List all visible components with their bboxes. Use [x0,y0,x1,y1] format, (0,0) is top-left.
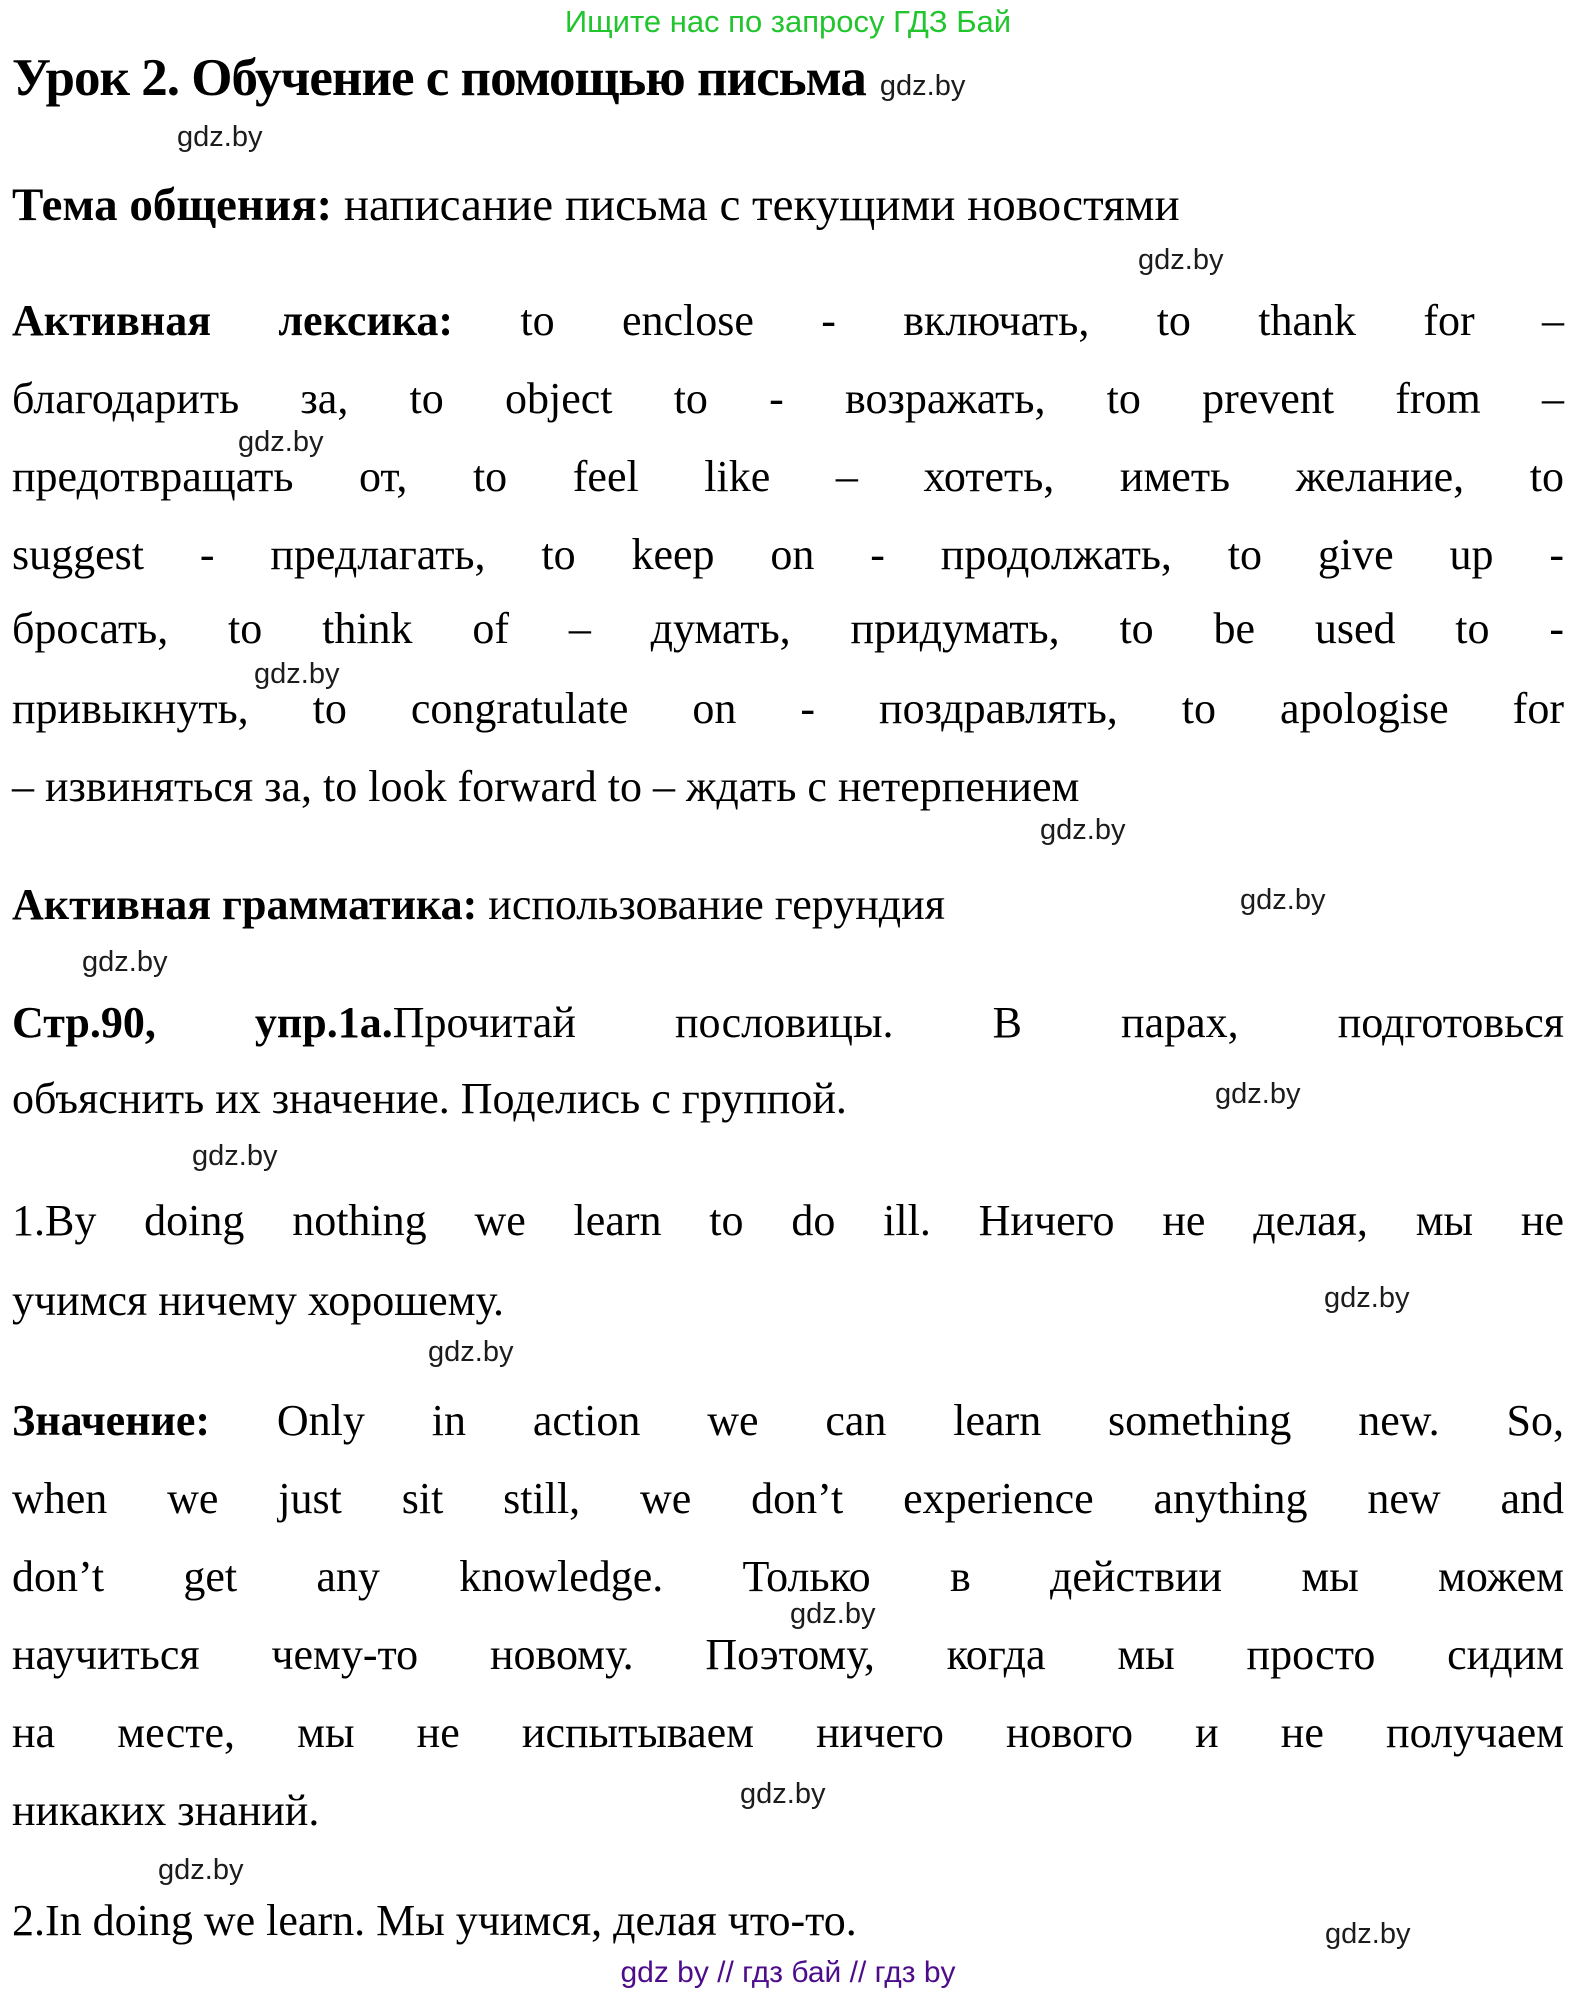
watermark-gdzby: gdz.by [1325,1918,1411,1950]
text-line: Стр.90, упр.1а.Прочитай пословицы. В парах, подготовься [12,998,1564,1047]
tema-text: написание письма с текущими новостями [332,179,1180,231]
watermark-gdzby: gdz.by [177,121,263,153]
watermark-gdzby: gdz.by [740,1778,826,1810]
watermark-gdzby: gdz.by [879,70,966,102]
lesson-title: Урок 2. Обучение с помощью письма [12,49,866,107]
promo-banner: Ищите нас по запросу ГДЗ Бай [564,4,1012,39]
watermark-gdzby: gdz.by [1240,884,1326,916]
text-line: Активная лексика: to enclose - включать, to thank for – [12,296,1564,345]
text-line: научиться чему-то новому. Поэтому, когда мы просто сидим [12,1630,1564,1679]
watermark-gdzby: gdz.by [790,1598,876,1630]
text-line: 1.By doing nothing we learn to do ill. Ничего не делая, мы не [12,1196,1564,1245]
text-line: учимся ничему хорошему. [12,1276,505,1325]
text-line: Значение: Only in action we can learn something new. So, [12,1396,1564,1445]
text-line: на месте, мы не испытываем ничего нового и не получаем [12,1708,1564,1757]
text-line: никаких знаний. [12,1786,320,1835]
text-line: благодарить за, to object to - возражать, to prevent from – [12,374,1564,423]
text-line: when we just sit still, we don’t experience anything new and [12,1474,1564,1523]
watermark-gdzby: gdz.by [1324,1282,1410,1314]
text-line: suggest - предлагать, to keep on - продолжать, to give up - [12,530,1564,579]
text-line: бросать, to think of – думать, придумать, to be used to - [12,604,1564,653]
watermark-gdzby: gdz.by [1138,244,1224,276]
watermark-gdzby: gdz.by [1215,1078,1301,1110]
text-line: предотвращать от, to feel like – хотеть, иметь желание, to [12,452,1564,501]
text-line: объяснить их значение. Поделись с группой. [12,1074,847,1123]
text-line: – извиняться за, to look forward to – ждать с нетерпением [12,762,1080,811]
watermark-gdzby: gdz.by [238,426,324,458]
watermark-gdzby: gdz.by [158,1854,244,1886]
text-line: 2.In doing we learn. Мы учимся, делая что-то. [12,1896,857,1945]
watermark-gdzby: gdz.by [254,658,340,690]
tema-label: Тема общения: [12,179,333,231]
footer-links: gdz by // гдз бай // гдз by [620,1956,956,1989]
text-line: привыкнуть, to congratulate on - поздравлять, to apologise for [12,684,1564,733]
text-line: Активная грамматика: использование герундия [12,880,945,929]
tema-line [12,177,1564,234]
text-line: don’t get any knowledge. Только в действии мы можем [12,1552,1564,1601]
watermark-gdzby: gdz.by [82,946,168,978]
watermark-gdzby: gdz.by [1040,814,1126,846]
watermark-gdzby: gdz.by [428,1336,514,1368]
page-title [12,48,965,108]
watermark-gdzby: gdz.by [192,1140,278,1172]
